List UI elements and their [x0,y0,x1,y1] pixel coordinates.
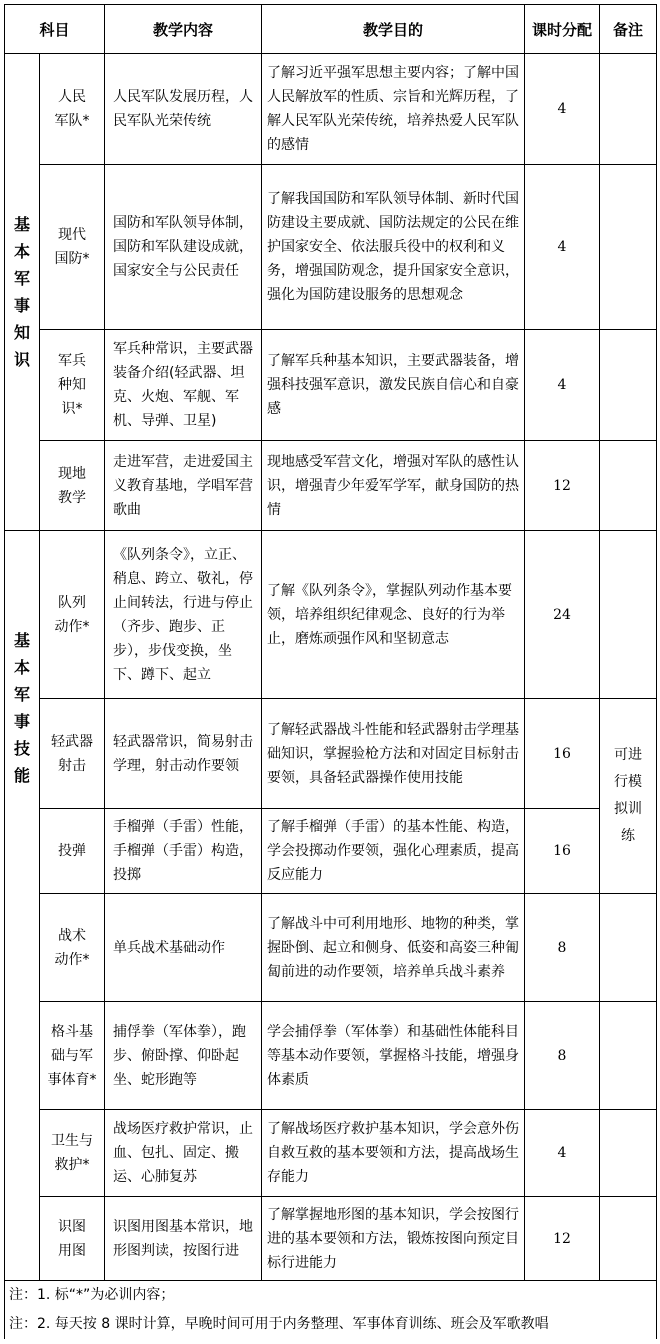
content-cell: 《队列条令》，立正、稍息、跨立、敬礼，停止间转法，行进与停止（齐步、跑步、正步），步伐变换，坐下、蹲下、起立 [105,531,262,699]
header-content: 教学内容 [105,5,262,54]
subject-label: 轻武器射击 [51,733,93,774]
note-cell [600,441,657,531]
hours-cell: 8 [525,1002,600,1110]
header-row [5,5,657,54]
remark-cell [600,699,657,894]
content-cell: 单兵战术基础动作 [105,894,262,1002]
subject-cell [40,54,105,165]
remark-text: 可进行模拟训练 [614,747,643,844]
content-cell: 手榴弹（手雷）性能，手榴弹（手雷）构造，投掷 [105,809,262,894]
hours-cell: 4 [525,330,600,441]
note-cell [600,1002,657,1110]
table-row [5,1002,657,1110]
table-row [5,894,657,1002]
goal-cell: 了解战场医疗救护基本知识，学会意外伤自救互救的基本要领和方法，提高战场生存能力 [262,1110,525,1197]
content-cell: 战场医疗救护常识，止血、包扎、固定、搬运、心肺复苏 [105,1110,262,1197]
note-cell [600,165,657,330]
table-row [5,330,657,441]
header-hours: 课时分配 [525,5,600,54]
subject-cell [40,165,105,330]
note-cell [600,1110,657,1197]
subject-label: 人民军队* [54,89,90,129]
goal-cell: 了解轻武器战斗性能和轻武器射击学理基础知识，掌握验枪方法和对固定目标射击要领，具备轻武器操作使用技能 [262,699,525,809]
subject-label: 现地教学 [58,465,86,506]
subject-label: 识图用图 [58,1218,86,1259]
header-subject: 科目 [5,5,105,54]
content-cell: 轻武器常识，简易射击学理，射击动作要领 [105,699,262,809]
hours-cell: 8 [525,894,600,1002]
category-military-skills [5,531,40,1281]
content-cell: 捕俘拳（军体拳），跑步、俯卧撑、仰卧起坐、蛇形跑等 [105,1002,262,1110]
header-goal: 教学目的 [262,5,525,54]
table-row [5,809,657,894]
category-label: 基本军事技能 [13,631,30,785]
subject-label: 战术动作* [54,927,90,968]
subject-cell [40,1002,105,1110]
header-note: 备注 [600,5,657,54]
note-cell [600,894,657,1002]
goal-cell: 了解军兵种基本知识，主要武器装备，增强科技强军意识，激发民族自信心和自豪感 [262,330,525,441]
hours-cell: 4 [525,165,600,330]
hours-cell: 12 [525,441,600,531]
hours-cell: 16 [525,809,600,894]
note-cell [600,531,657,699]
goal-cell: 学会捕俘拳（军体拳）和基础性体能科目等基本动作要领，掌握格斗技能，增强身体素质 [262,1002,525,1110]
subject-cell [40,531,105,699]
subject-label: 卫生与救护* [51,1133,93,1173]
goal-cell: 了解掌握地形图的基本知识，学会按图行进的基本要领和方法，锻炼按图向预定目标行进能力 [262,1197,525,1281]
table-row [5,531,657,699]
subject-cell [40,699,105,809]
footnote-2: 注：2. 每天按 8 课时计算，早晚时间可用于内务整理、军事体育训练、班会及军歌教唱 [5,1310,657,1339]
goal-cell: 了解我国国防和军队领导体制、新时代国防建设主要成就、国防法规定的公民在维护国家安全、依法服兵役中的权利和义务，增强国防观念，提升国家安全意识，强化为国防建设服务的思想观念 [262,165,525,330]
category-label: 基本军事知识 [13,215,30,369]
hours-cell: 12 [525,1197,600,1281]
table-row [5,441,657,531]
subject-cell [40,330,105,441]
hours-cell: 16 [525,699,600,809]
category-military-knowledge [5,54,40,531]
note-cell [600,1197,657,1281]
content-cell: 走进军营，走进爱国主义教育基地，学唱军营歌曲 [105,441,262,531]
footnote-row [5,1281,657,1311]
goal-cell: 了解手榴弹（手雷）的基本性能、构造，学会投掷动作要领，强化心理素质，提高反应能力 [262,809,525,894]
table-row [5,165,657,330]
goal-cell: 了解《队列条令》，掌握队列动作基本要领，培养组织纪律观念、良好的行为举止，磨炼顽强作风和坚韧意志 [262,531,525,699]
goal-cell: 了解习近平强军思想主要内容；了解中国人民解放军的性质、宗旨和光辉历程，了解人民军队光荣传统，培养热爱人民军队的感情 [262,54,525,165]
goal-cell: 了解战斗中可利用地形、地物的种类，掌握卧倒、起立和侧身、低姿和高姿三种匍匐前进的动作要领，培养单兵战斗素养 [262,894,525,1002]
subject-label: 军兵种知识* [58,353,86,417]
content-cell: 军兵种常识，主要武器装备介绍(轻武器、坦克、火炮、军舰、军机、导弹、卫星) [105,330,262,441]
subject-label: 格斗基础与军事体育* [47,1023,97,1088]
table-row [5,699,657,809]
training-schedule-table [4,4,657,1339]
hours-cell: 4 [525,1110,600,1197]
subject-cell [40,1110,105,1197]
subject-cell [40,441,105,531]
subject-cell: 投弹 [40,809,105,894]
table-row [5,1110,657,1197]
subject-label: 队列动作* [54,594,90,635]
content-cell: 人民军队发展历程，人民军队光荣传统 [105,54,262,165]
content-cell: 国防和军队领导体制，国防和军队建设成就，国家安全与公民责任 [105,165,262,330]
hours-cell: 4 [525,54,600,165]
goal-cell: 现地感受军营文化，增强对军队的感性认识，增强青少年爱军学军，献身国防的热情 [262,441,525,531]
subject-cell [40,894,105,1002]
hours-cell: 24 [525,531,600,699]
footnote-row [5,1310,657,1339]
note-cell [600,54,657,165]
table-row [5,1197,657,1281]
footnote-1: 注：1. 标“*”为必训内容； [5,1281,657,1311]
content-cell: 识图用图基本常识，地形图判读，按图行进 [105,1197,262,1281]
subject-cell [40,1197,105,1281]
note-cell [600,330,657,441]
subject-label: 现代国防* [54,227,90,267]
table-row [5,54,657,165]
